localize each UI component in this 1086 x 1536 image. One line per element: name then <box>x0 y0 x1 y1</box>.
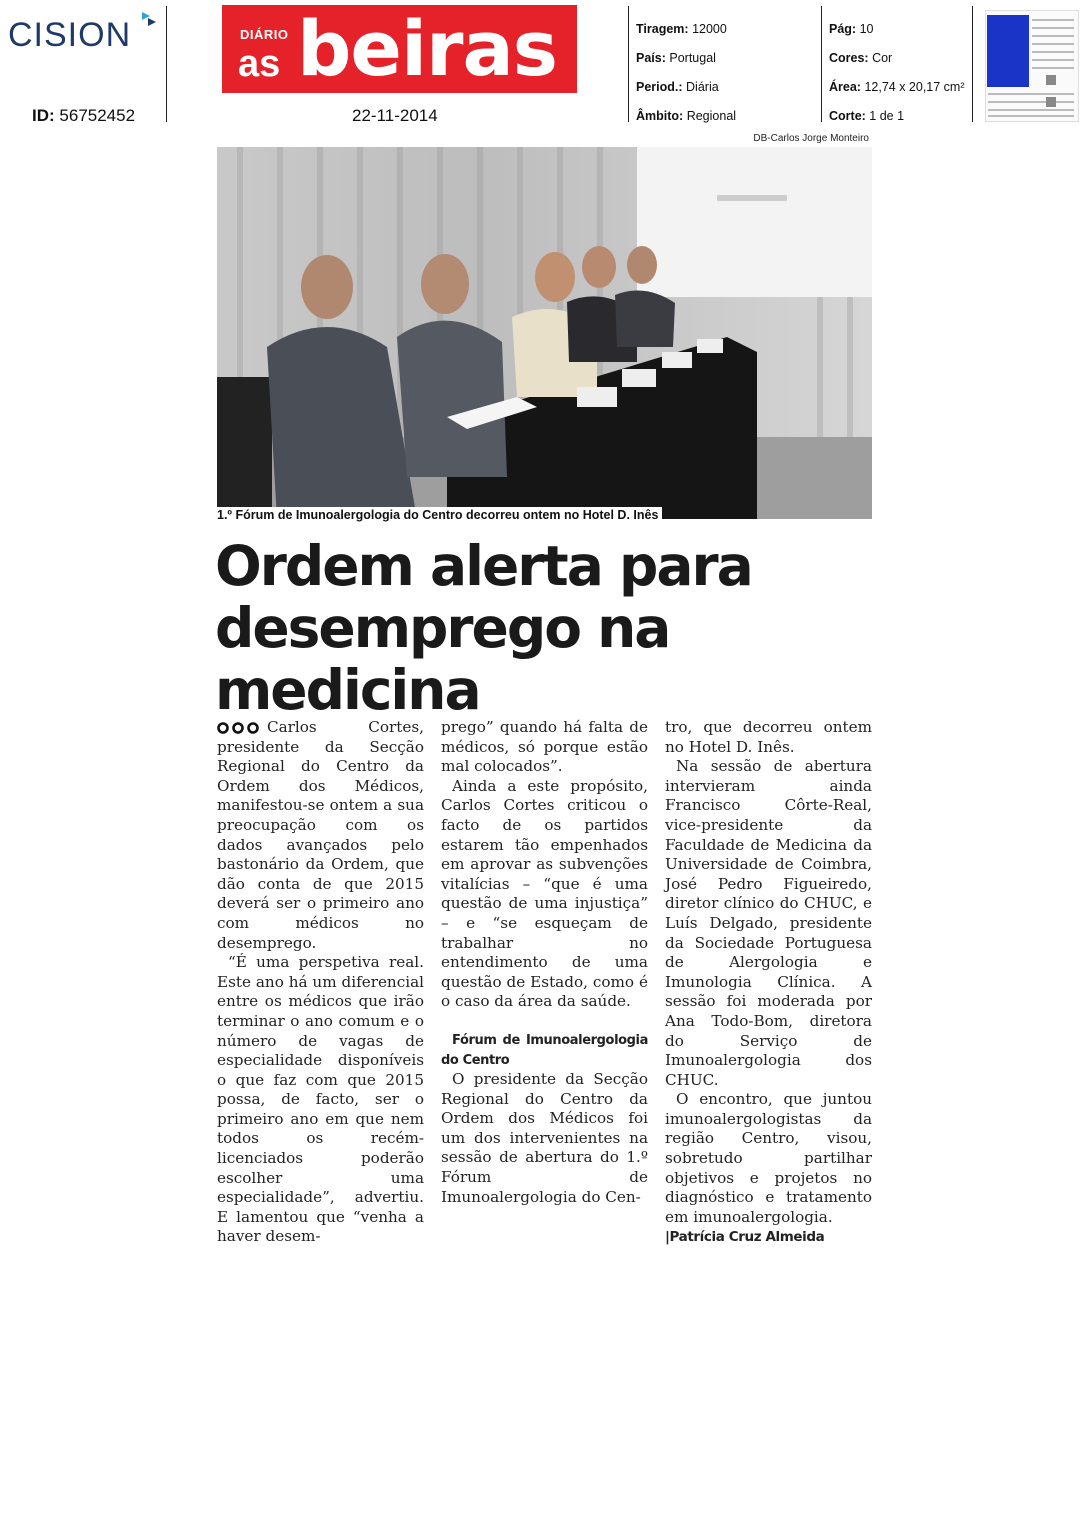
paragraph: O presidente da Secção Regional do Centro da Ordem dos Médicos foi um dos intervenientes na sessão de abertura do 1.º Fórum de Imunoalergologia do Cen- <box>441 1070 648 1206</box>
article-column-3 <box>665 718 872 1248</box>
meta-pais: País: Portugal <box>636 51 716 65</box>
paragraph: Ainda a este propósito, Carlos Cortes criticou o facto de os partidos estarem tão empenhados em aprovar as subvenções vitalícias – “que é uma questão de uma injustiça” – e “se esqueçam de trabalhar no entendimento de uma questão de Estado, como é o caso da área da saúde. <box>441 776 648 1011</box>
cision-logo: CISION <box>8 16 132 54</box>
paragraph: Carlos Cortes, presidente da Secção Regional do Centro da Ordem dos Médicos, manifestou-se ontem a sua preocupação com os dados avançados pelo bastonário da Ordem, que dão conta de que 2015 deverá ser o primeiro ano com médicos no desemprego. <box>217 718 424 952</box>
clip-id: ID: 56752452 <box>32 106 136 125</box>
article-subhead: Fórum de Imunoalergologia do Centro <box>441 1032 648 1068</box>
meta-area: Área: 12,74 x 20,17 cm² <box>829 80 965 94</box>
article-headline: Ordem alerta para desemprego na medicina <box>215 534 752 722</box>
paragraph: Na sessão de abertura intervieram ainda Francisco Côrte-Real, vice-presidente da Faculdade de Medicina da Universidade de Coimbra, José Pedro Figueiredo, diretor clínico do CHUC, e Luís Delgado, presidente da Sociedade Portuguesa de Alergologia e Imunologia Clínica. A sessão foi moderada por Ana Todo-Bom, diretora do Serviço de Imunoalergologia dos CHUC. <box>665 757 872 1089</box>
meta-cores: Cores: Cor <box>829 51 893 65</box>
meta-corte: Corte: 1 de 1 <box>829 109 905 123</box>
article-column-2 <box>441 718 648 1207</box>
page-thumbnail[interactable] <box>985 10 1079 122</box>
triple-circle-bullet-icon <box>217 722 261 734</box>
article-column-1 <box>217 718 424 1247</box>
photo-credit: DB-Carlos Jorge Monteiro <box>753 133 869 144</box>
masthead-as: as <box>238 43 281 85</box>
paragraph: “É uma perspetiva real. Este ano há um diferencial entre os médicos que irão terminar o ano comum e o número de vagas de especialidade disponíveis o que faz com que 2015 possa, de facto, ser o primeiro ano em que nem todos os recém-licenciados poderão escolher uma especialidade”, advertiu. E lamentou que “venha a haver desem- <box>217 953 424 1246</box>
meta-pagina: Pág: 10 <box>829 22 874 36</box>
paragraph: O encontro, que juntou imunoalergologistas da região Centro, visou, sobretudo partilhar objetivos e projetos no diagnóstico e tratamento em imunoalergologia. <box>665 1090 872 1226</box>
masthead-diario: DIÁRIO <box>240 27 289 42</box>
divider <box>166 6 167 122</box>
conference-photo <box>217 147 872 519</box>
divider <box>972 6 973 122</box>
article-photo <box>217 147 872 519</box>
meta-ambito: Âmbito: Regional <box>636 109 737 123</box>
publication-date: 22-11-2014 <box>352 106 438 125</box>
cision-triangle-icon <box>140 12 156 26</box>
article-byline: |Patrícia Cruz Almeida <box>665 1229 825 1246</box>
paragraph: prego” quando há falta de médicos, só porque estão mal colocados”. <box>441 718 648 776</box>
paragraph: tro, que decorreu ontem no Hotel D. Inês. <box>665 718 872 756</box>
divider <box>821 6 822 122</box>
meta-left <box>636 15 736 131</box>
meta-right <box>829 15 965 131</box>
masthead-beiras: beiras <box>297 4 557 93</box>
meta-periodicidade: Period.: Diária <box>636 80 719 94</box>
divider <box>628 6 629 122</box>
photo-caption: 1.º Fórum de Imunoalergologia do Centro decorreu ontem no Hotel D. Inês <box>217 507 662 523</box>
meta-tiragem: Tiragem: 12000 <box>636 22 727 36</box>
masthead <box>222 5 577 93</box>
